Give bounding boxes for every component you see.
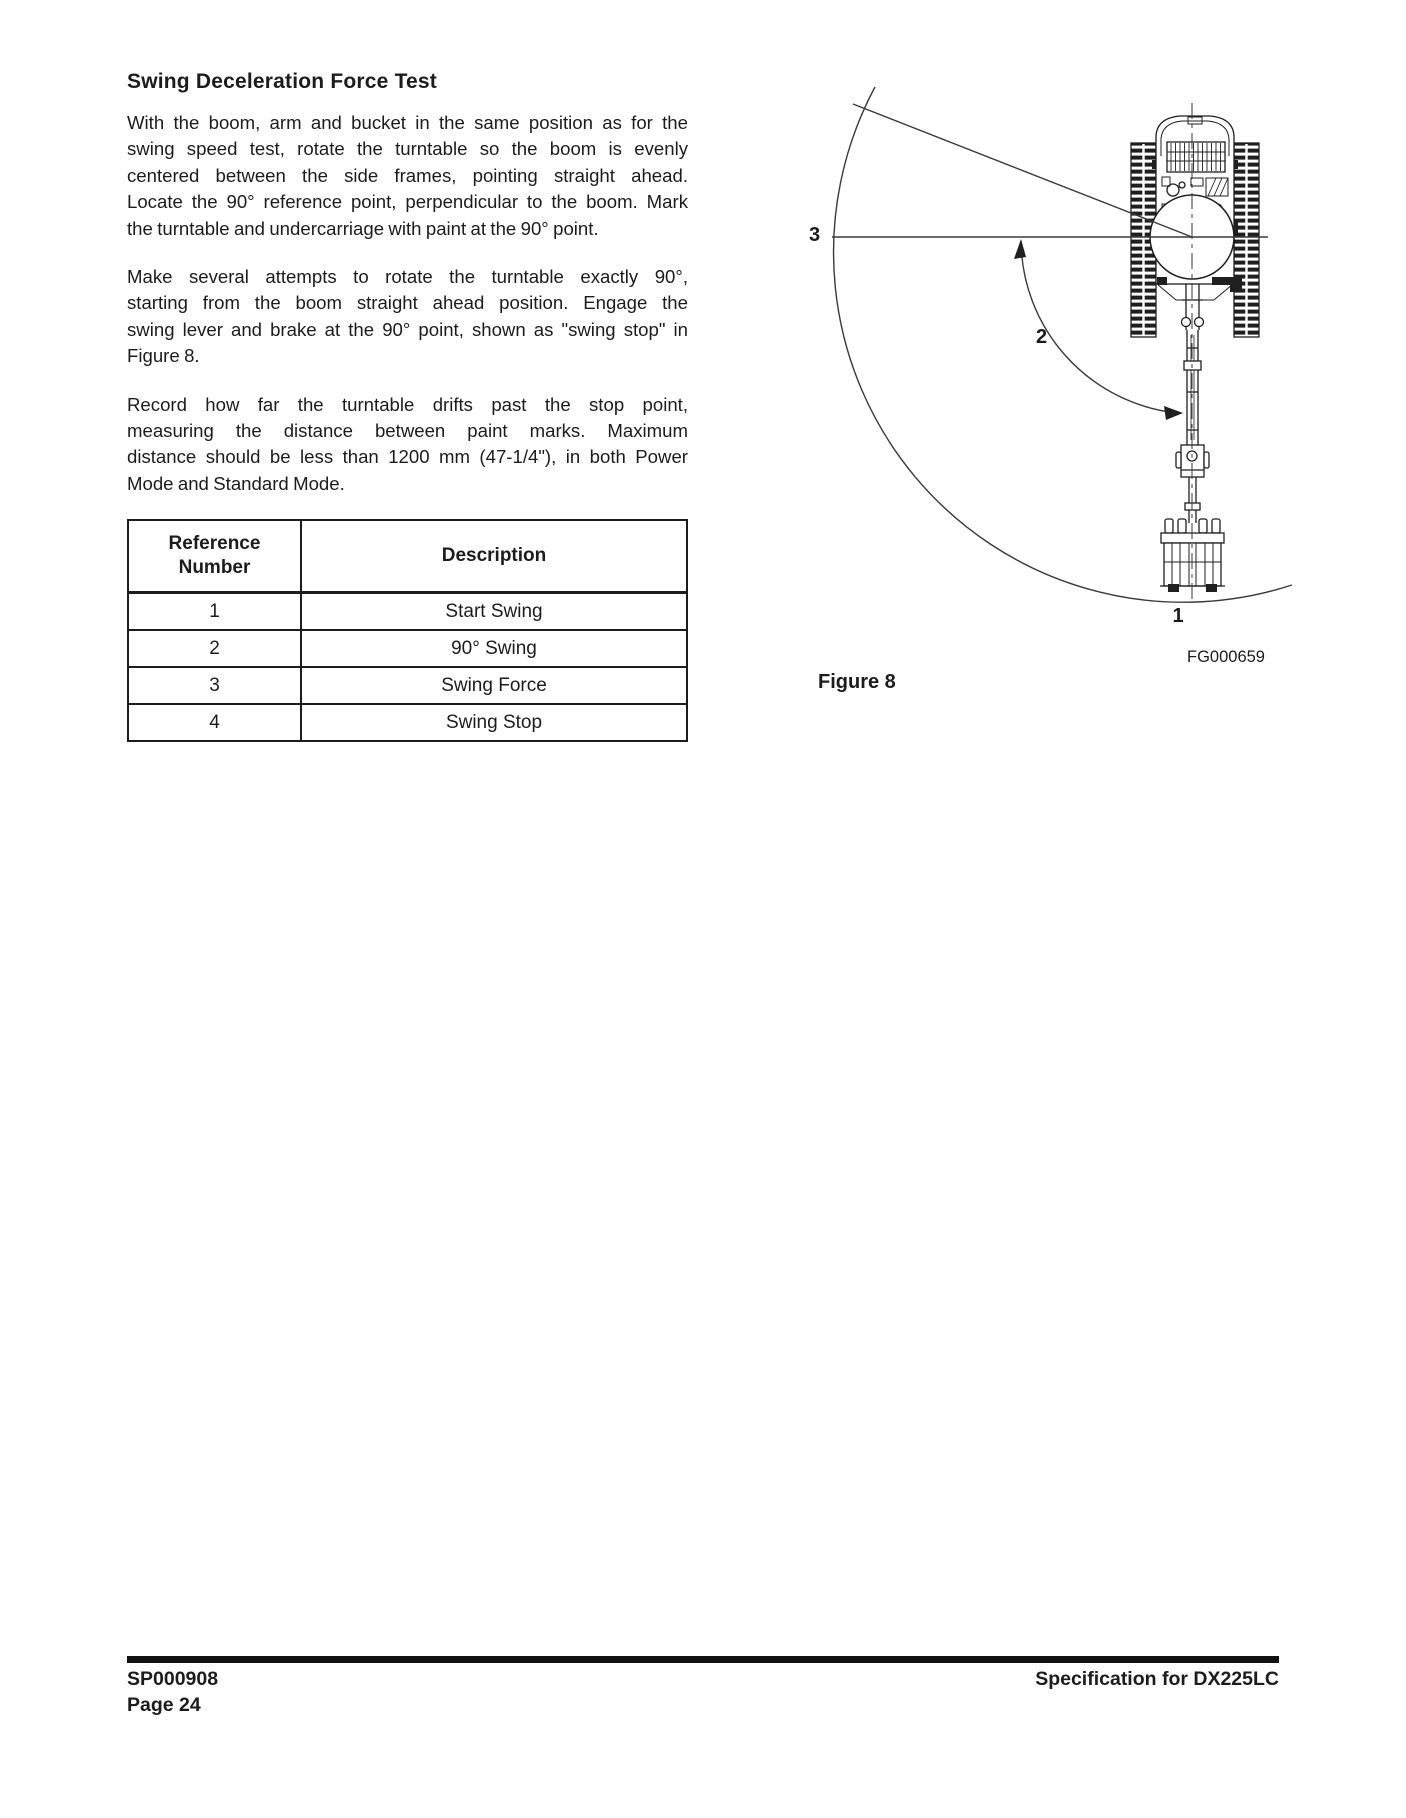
- arc-arrow-up: [1014, 239, 1026, 259]
- paragraph-line: Make several attempts to rotate the turntable exactly 90°,: [127, 265, 688, 287]
- footer-row: [127, 1668, 1279, 1691]
- callout-2: 2: [1036, 326, 1048, 348]
- reference-table: [127, 519, 688, 742]
- footer-doc-code: SP000908: [127, 1668, 219, 1690]
- paragraph-line: centered between the side frames, pointing straight ahead.: [127, 164, 688, 186]
- table-row: [128, 593, 687, 631]
- paragraph-line: Figure 8.: [127, 345, 200, 367]
- text-column: [127, 110, 688, 519]
- reference-number-cell: 1: [128, 593, 301, 631]
- paragraph: [127, 264, 688, 370]
- paragraph-line: Locate the 90° reference point, perpendicular to the boom. Mark: [127, 191, 688, 213]
- reference-number-cell: 2: [128, 630, 301, 667]
- figure-code: FG000659: [1187, 648, 1265, 666]
- callout-3: 3: [809, 224, 821, 246]
- paragraph-line: With the boom, arm and bucket in the same position as for the: [127, 112, 688, 133]
- description-cell: 90° Swing: [301, 630, 687, 667]
- callout-1: 1: [1172, 605, 1184, 627]
- paragraph-line: Mode and Standard Mode.: [127, 472, 345, 494]
- paragraph-line: the turntable and undercarriage with paint at the 90° point.: [127, 217, 599, 239]
- table-row: [128, 667, 687, 704]
- figure-8-drawing: [690, 55, 1406, 705]
- section-heading: Swing Deceleration Force Test: [127, 70, 437, 93]
- description-cell: Start Swing: [301, 593, 687, 631]
- paragraph-line: distance should be less than 1200 mm (47-1/4"), in both Power: [127, 446, 688, 468]
- footer-page-number: Page 24: [127, 1694, 201, 1716]
- excavator-top-view: [1131, 116, 1259, 592]
- table-row: [128, 704, 687, 741]
- table-header-row: [128, 520, 687, 593]
- paragraph-line: Record how far the turntable drifts past the stop point,: [127, 393, 688, 415]
- paragraph-line: swing lever and brake at the 90° point, shown as "swing stop" in: [127, 318, 688, 340]
- paragraph: [127, 110, 688, 242]
- reference-number-header: Reference Number: [128, 520, 301, 593]
- paragraph-line: starting from the boom straight ahead position. Engage the: [127, 292, 688, 314]
- footer-rule: [127, 1656, 1279, 1663]
- reference-number-cell: 3: [128, 667, 301, 704]
- figure-caption: Figure 8: [818, 671, 896, 693]
- description-header: Description: [301, 520, 687, 593]
- reference-table-body: [128, 593, 687, 742]
- description-cell: Swing Force: [301, 667, 687, 704]
- description-cell: Swing Stop: [301, 704, 687, 741]
- paragraph-line: swing speed test, rotate the turntable so the boom is evenly: [127, 138, 688, 160]
- footer-spec-title: Specification for DX225LC: [1035, 1668, 1279, 1690]
- reference-number-cell: 4: [128, 704, 301, 741]
- paragraph-line: measuring the distance between paint marks. Maximum: [127, 419, 688, 441]
- arc-arrow-right: [1164, 406, 1183, 420]
- paragraph: [127, 392, 688, 498]
- table-row: [128, 630, 687, 667]
